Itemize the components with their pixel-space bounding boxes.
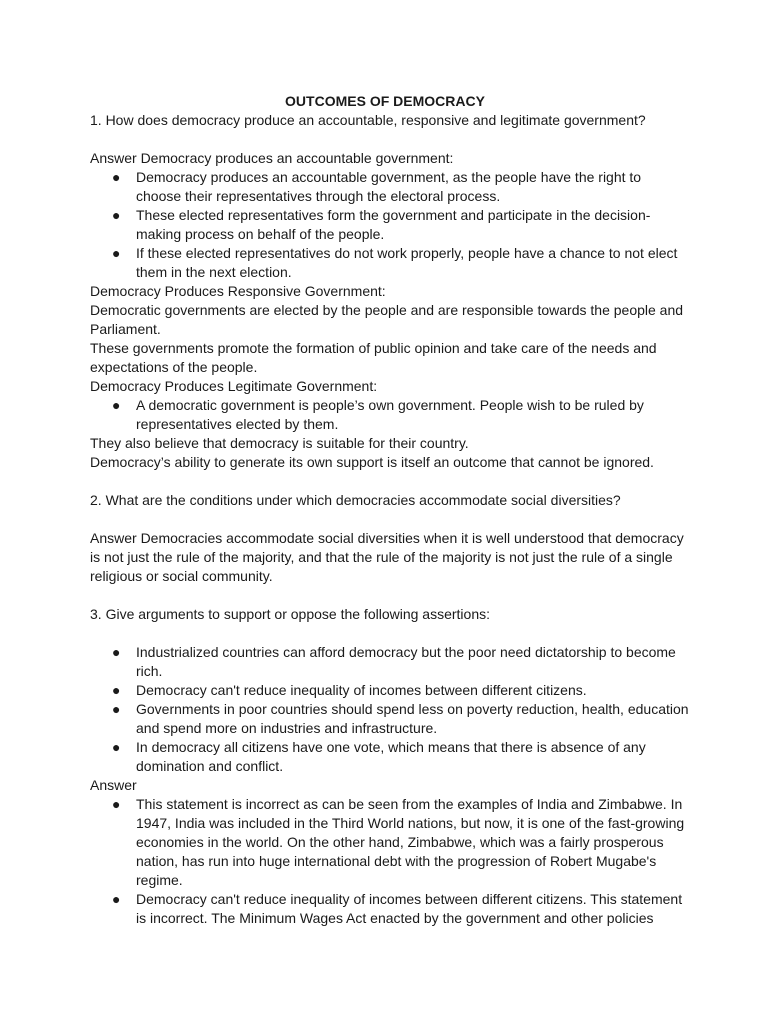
legitimate-paragraph-1: They also believe that democracy is suitable for their country. — [90, 435, 469, 451]
legitimate-heading: Democracy Produces Legitimate Government: — [90, 378, 378, 394]
answer-1-list — [90, 168, 768, 282]
list-item: ● Democracy can't reduce inequality of incomes between different citizens. — [112, 682, 587, 698]
list-item: ● A democratic government is people’s own government. People wish to be ruled by representatives elected by them. — [112, 397, 644, 432]
answer-2: Answer Democracies accommodate social diversities when it is well understood that democracy is not just the rule of the majority, and that the rule of the majority is not just the rule of a single religious or social community. — [90, 530, 684, 584]
responsive-paragraph-1: Democratic governments are elected by the people and are responsible towards the people and Parliament. — [90, 302, 684, 337]
question-2: 2. What are the conditions under which democracies accommodate social diversities? — [90, 492, 621, 508]
document-title: OUTCOMES OF DEMOCRACY — [285, 93, 485, 109]
legitimate-list — [90, 396, 768, 434]
list-item: ● Democracy can't reduce inequality of incomes between different citizens. This statement is incorrect. The Minimum Wages Act enacted by the government and other policies — [112, 891, 683, 926]
responsive-heading: Democracy Produces Responsive Government: — [90, 283, 386, 299]
list-item: ● In democracy all citizens have one vote, which means that there is absence of any domination and conflict. — [112, 739, 646, 774]
list-item: ● Democracy produces an accountable government, as the people have the right to choose their representatives through the electoral process. — [112, 169, 642, 204]
answer-1-intro: Answer Democracy produces an accountable government: — [90, 150, 454, 166]
bullet-icon: ● — [112, 644, 121, 660]
bullet-icon: ● — [112, 682, 121, 698]
answer-3-label: Answer — [90, 777, 137, 793]
question-3: 3. Give arguments to support or oppose the following assertions: — [90, 606, 490, 622]
responsive-paragraph-2: These governments promote the formation of public opinion and take care of the needs and expectations of the people. — [90, 340, 657, 375]
bullet-icon: ● — [112, 245, 121, 261]
question-1: 1. How does democracy produce an accountable, responsive and legitimate government? — [90, 112, 646, 128]
list-item: ● Industrialized countries can afford democracy but the poor need dictatorship to become rich. — [112, 644, 676, 679]
list-item: ● This statement is incorrect as can be seen from the examples of India and Zimbabwe. In 1947, India was included in the Third World nations, but now, it is one of the fast-growing economies in the world. On the other hand, Zimbabwe, which was a fairly prosperous nation, has run into huge international debt with the progression of Robert Mugabe's regime. — [112, 796, 685, 888]
bullet-icon: ● — [112, 169, 121, 185]
list-item: ● These elected representatives form the government and participate in the decision-making process on behalf of the people. — [112, 207, 651, 242]
bullet-icon: ● — [112, 739, 121, 755]
bullet-icon: ● — [112, 796, 121, 812]
bullet-icon: ● — [112, 891, 121, 907]
bullet-icon: ● — [112, 397, 121, 413]
list-item: ● If these elected representatives do not work properly, people have a chance to not elect them in the next election. — [112, 245, 678, 280]
legitimate-paragraph-2: Democracy’s ability to generate its own support is itself an outcome that cannot be ignored. — [90, 454, 654, 470]
question-3-list — [90, 643, 768, 776]
answer-3-list — [90, 795, 768, 928]
bullet-icon: ● — [112, 701, 121, 717]
list-item: ● Governments in poor countries should spend less on poverty reduction, health, education and spend more on industries and infrastructure. — [112, 701, 689, 736]
bullet-icon: ● — [112, 207, 121, 223]
